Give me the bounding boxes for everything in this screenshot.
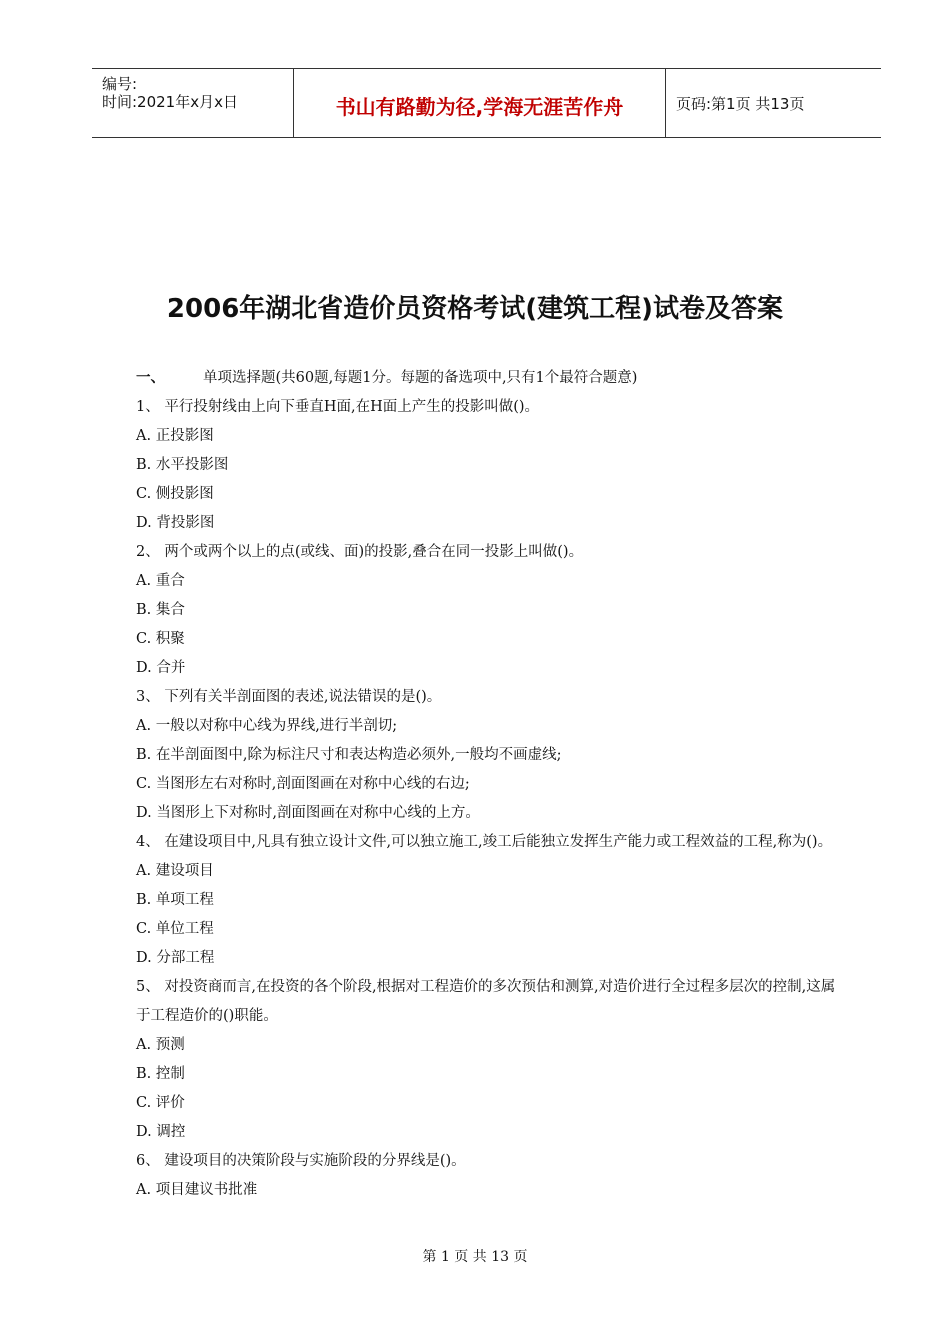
answer-option: C. 当图形左右对称时,剖面图画在对称中心线的右边; [136,776,470,792]
page-footer: 第 1 页 共 13 页 [422,1249,528,1265]
answer-option: A. 重合 [136,573,185,589]
answer-option: A. 项目建议书批准 [136,1182,258,1198]
motto-text: 书山有路勤为径,学海无涯苦作舟 [335,95,624,119]
answer-option: C. 积聚 [136,631,185,647]
question-stem: 3、 下列有关半剖面图的表述,说法错误的是()。 [136,689,442,705]
answer-option: B. 单项工程 [136,892,214,908]
serial-number-label: 编号: [102,75,138,93]
answer-option: C. 评价 [136,1095,185,1111]
section-heading [136,364,840,393]
date-label: 时间:2021年x月x日 [102,93,238,111]
answer-option: C. 侧投影图 [136,486,214,502]
answer-option: D. 合并 [136,660,186,676]
answer-option: A. 预测 [136,1037,185,1053]
page-info: 页码:第1页 共13页 [676,95,805,113]
section-heading-text: 单项选择题(共60题,每题1分。每题的备选项中,只有1个最符合题意) [203,370,638,386]
exam-content [136,364,840,1205]
header-motto-cell [293,69,666,137]
question-stem: 4、 在建设项目中,凡具有独立设计文件,可以独立施工,竣工后能独立发挥生产能力或工程效益的工程,称为()。 [136,834,833,850]
question-stem: 1、 平行投射线由上向下垂直H面,在H面上产生的投影叫做()。 [136,399,540,415]
answer-option: D. 调控 [136,1124,186,1140]
answer-option: B. 控制 [136,1066,185,1082]
document-title: 2006年湖北省造价员资格考试(建筑工程)试卷及答案 [166,294,784,324]
question-stem: 6、 建设项目的决策阶段与实施阶段的分界线是()。 [136,1153,466,1169]
section-number: 一、 [136,370,165,386]
answer-option: A. 一般以对称中心线为界线,进行半剖切; [136,718,398,734]
answer-option: A. 建设项目 [136,863,214,879]
answer-option: B. 在半剖面图中,除为标注尺寸和表达构造必须外,一般均不画虚线; [136,747,562,763]
question-stem: 2、 两个或两个以上的点(或线、面)的投影,叠合在同一投影上叫做()。 [136,544,584,560]
header-meta-cell [92,69,293,137]
document-header [92,68,881,138]
answer-option: B. 集合 [136,602,185,618]
answer-option: C. 单位工程 [136,921,214,937]
answer-option: D. 背投影图 [136,515,215,531]
answer-option: D. 分部工程 [136,950,215,966]
answer-option: B. 水平投影图 [136,457,229,473]
answer-option: D. 当图形上下对称时,剖面图画在对称中心线的上方。 [136,805,480,821]
question-stem: 5、 对投资商而言,在投资的各个阶段,根据对工程造价的多次预估和测算,对造价进行全过程多层次的控制,这属于工程造价的()职能。 [136,979,836,1024]
answer-option: A. 正投影图 [136,428,214,444]
header-page-cell [666,69,881,137]
